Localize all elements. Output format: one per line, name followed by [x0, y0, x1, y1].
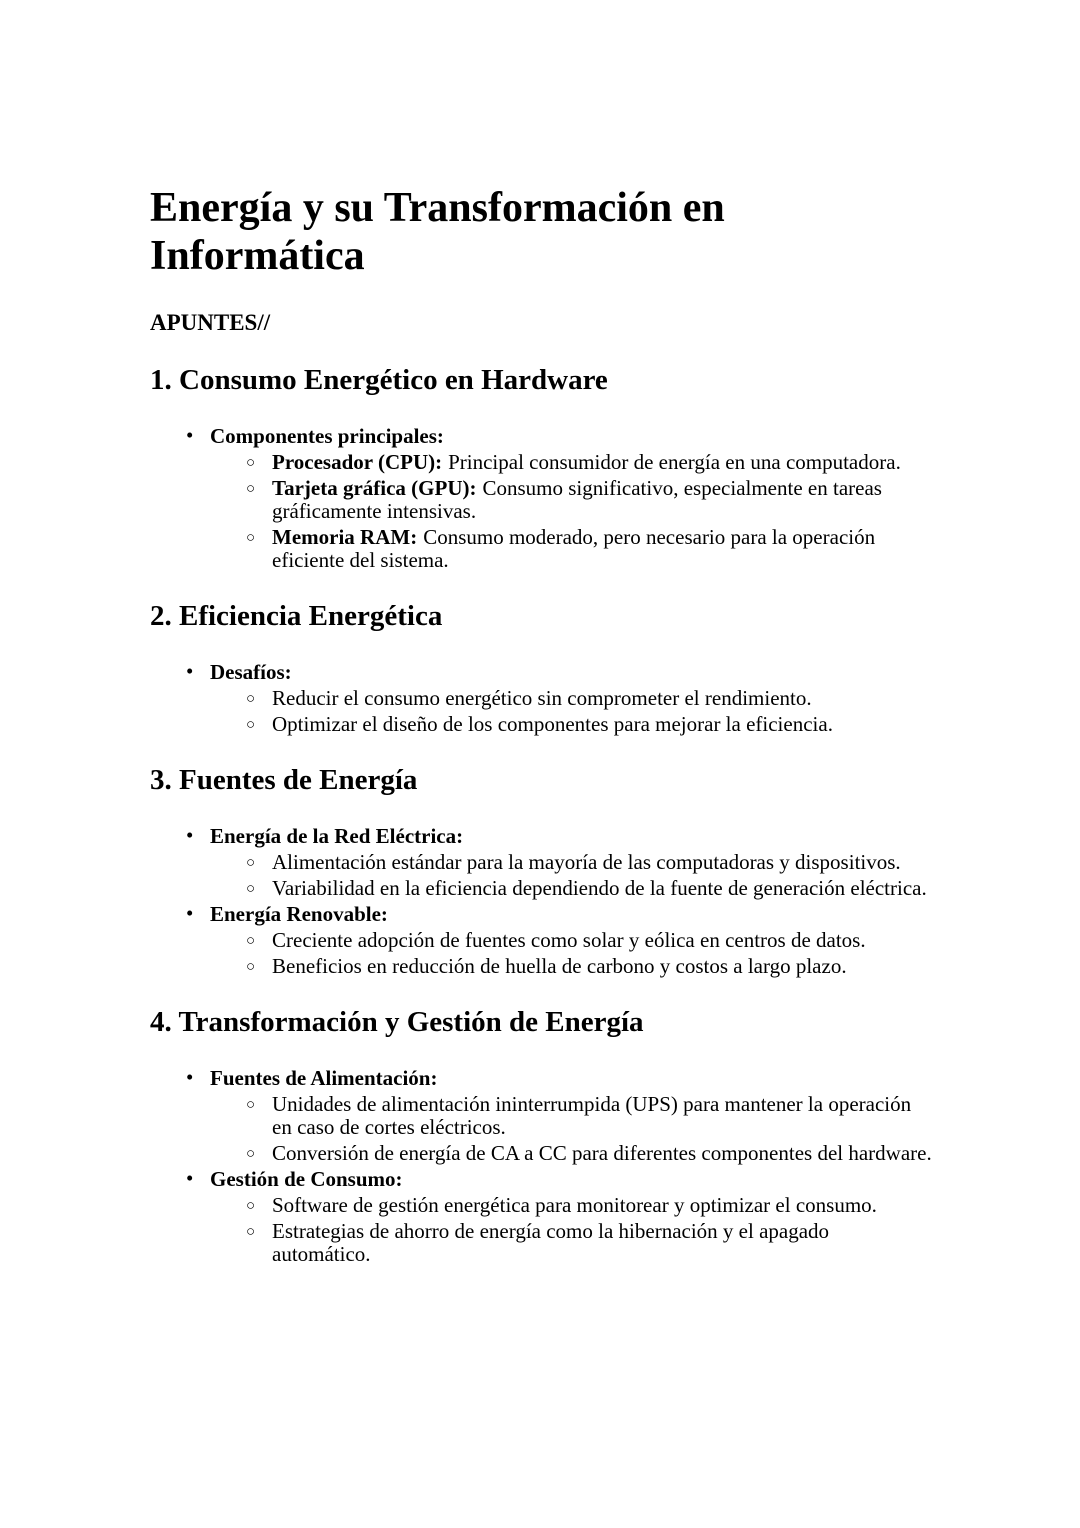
- list-item-text: Reducir el consumo energético sin comprometer el rendimiento.: [272, 686, 812, 710]
- list-item: [150, 1220, 932, 1266]
- bullet-icon: •: [186, 901, 194, 925]
- section-1-heading: 1. Consumo Energético en Hardware: [150, 364, 608, 396]
- bullet-icon: •: [186, 1065, 194, 1089]
- circle-bullet-icon: ○: [246, 881, 256, 897]
- list-item: [150, 687, 932, 710]
- section-1: [150, 363, 932, 572]
- list-item-text: Procesador (CPU): Principal consumidor de energía en una computadora.: [272, 450, 901, 474]
- list-item-lead: Tarjeta gráfica (GPU):: [272, 476, 477, 500]
- list-item-label: Gestión de Consumo:: [210, 1167, 403, 1191]
- circle-bullet-icon: ○: [246, 1146, 256, 1162]
- circle-bullet-icon: ○: [246, 455, 256, 471]
- circle-bullet-icon: ○: [246, 959, 256, 975]
- page-title: Energía y su Transformación en Informática: [150, 185, 725, 279]
- list-item-text: Creciente adopción de fuentes como solar y eólica en centros de datos.: [272, 928, 866, 952]
- bullet-icon: •: [186, 1166, 194, 1190]
- list-item-text: Tarjeta gráfica (GPU): Consumo significativo, especialmente en tareas gráficamente intensivas.: [272, 476, 882, 523]
- bullet-icon: •: [186, 423, 194, 447]
- list-item: [150, 1168, 932, 1191]
- list-item-text: Software de gestión energética para monitorear y optimizar el consumo.: [272, 1193, 877, 1217]
- list-item-label: Fuentes de Alimentación:: [210, 1066, 438, 1090]
- list-item: [150, 1142, 932, 1165]
- list-item-label: Energía de la Red Eléctrica:: [210, 824, 464, 848]
- list-item: [150, 425, 932, 448]
- section-2-heading: 2. Eficiencia Energética: [150, 600, 443, 632]
- circle-bullet-icon: ○: [246, 855, 256, 871]
- list-item-text: Conversión de energía de CA a CC para diferentes componentes del hardware.: [272, 1141, 932, 1165]
- list-item-text: Optimizar el diseño de los componentes para mejorar la eficiencia.: [272, 712, 833, 736]
- list-item-text: Estrategias de ahorro de energía como la hibernación y el apagado automático.: [272, 1219, 830, 1266]
- list-item: [150, 713, 932, 736]
- list-item: [150, 526, 932, 572]
- list-item: [150, 903, 932, 926]
- circle-bullet-icon: ○: [246, 481, 256, 497]
- list-item: [150, 929, 932, 952]
- list-item: [150, 1067, 932, 1090]
- circle-bullet-icon: ○: [246, 933, 256, 949]
- list-item: [150, 955, 932, 978]
- bullet-icon: •: [186, 659, 194, 683]
- list-item-label: Desafíos:: [210, 660, 292, 684]
- list-item: [150, 1093, 932, 1139]
- circle-bullet-icon: ○: [246, 530, 256, 546]
- list-item-lead: Memoria RAM:: [272, 525, 418, 549]
- section-2: [150, 599, 932, 736]
- list-item: [150, 451, 932, 474]
- list-item: [150, 825, 932, 848]
- list-item: [150, 877, 932, 900]
- section-3-heading: 3. Fuentes de Energía: [150, 764, 418, 796]
- list-item-lead: Procesador (CPU):: [272, 450, 443, 474]
- section-4-heading: 4. Transformación y Gestión de Energía: [150, 1006, 644, 1038]
- circle-bullet-icon: ○: [246, 1198, 256, 1214]
- circle-bullet-icon: ○: [246, 691, 256, 707]
- list-item-text: Beneficios en reducción de huella de carbono y costos a largo plazo.: [272, 954, 847, 978]
- list-item-text: Unidades de alimentación ininterrumpida (UPS) para mantener la operación en caso de cortes eléctricos.: [272, 1092, 912, 1139]
- list-item: [150, 1194, 932, 1217]
- list-item-text: Variabilidad en la eficiencia dependiendo de la fuente de generación eléctrica.: [272, 876, 927, 900]
- list-item-label: Energía Renovable:: [210, 902, 388, 926]
- section-3: [150, 763, 932, 978]
- circle-bullet-icon: ○: [246, 717, 256, 733]
- section-4: [150, 1005, 932, 1266]
- circle-bullet-icon: ○: [246, 1224, 256, 1240]
- list-item-text: Alimentación estándar para la mayoría de las computadoras y dispositivos.: [272, 850, 901, 874]
- list-item-text: Memoria RAM: Consumo moderado, pero necesario para la operación eficiente del sistema.: [272, 525, 876, 572]
- document-subtitle: APUNTES//: [150, 310, 271, 335]
- list-item: [150, 851, 932, 874]
- list-item: [150, 661, 932, 684]
- list-item: [150, 477, 932, 523]
- bullet-icon: •: [186, 823, 194, 847]
- list-item-label: Componentes principales:: [210, 424, 444, 448]
- circle-bullet-icon: ○: [246, 1097, 256, 1113]
